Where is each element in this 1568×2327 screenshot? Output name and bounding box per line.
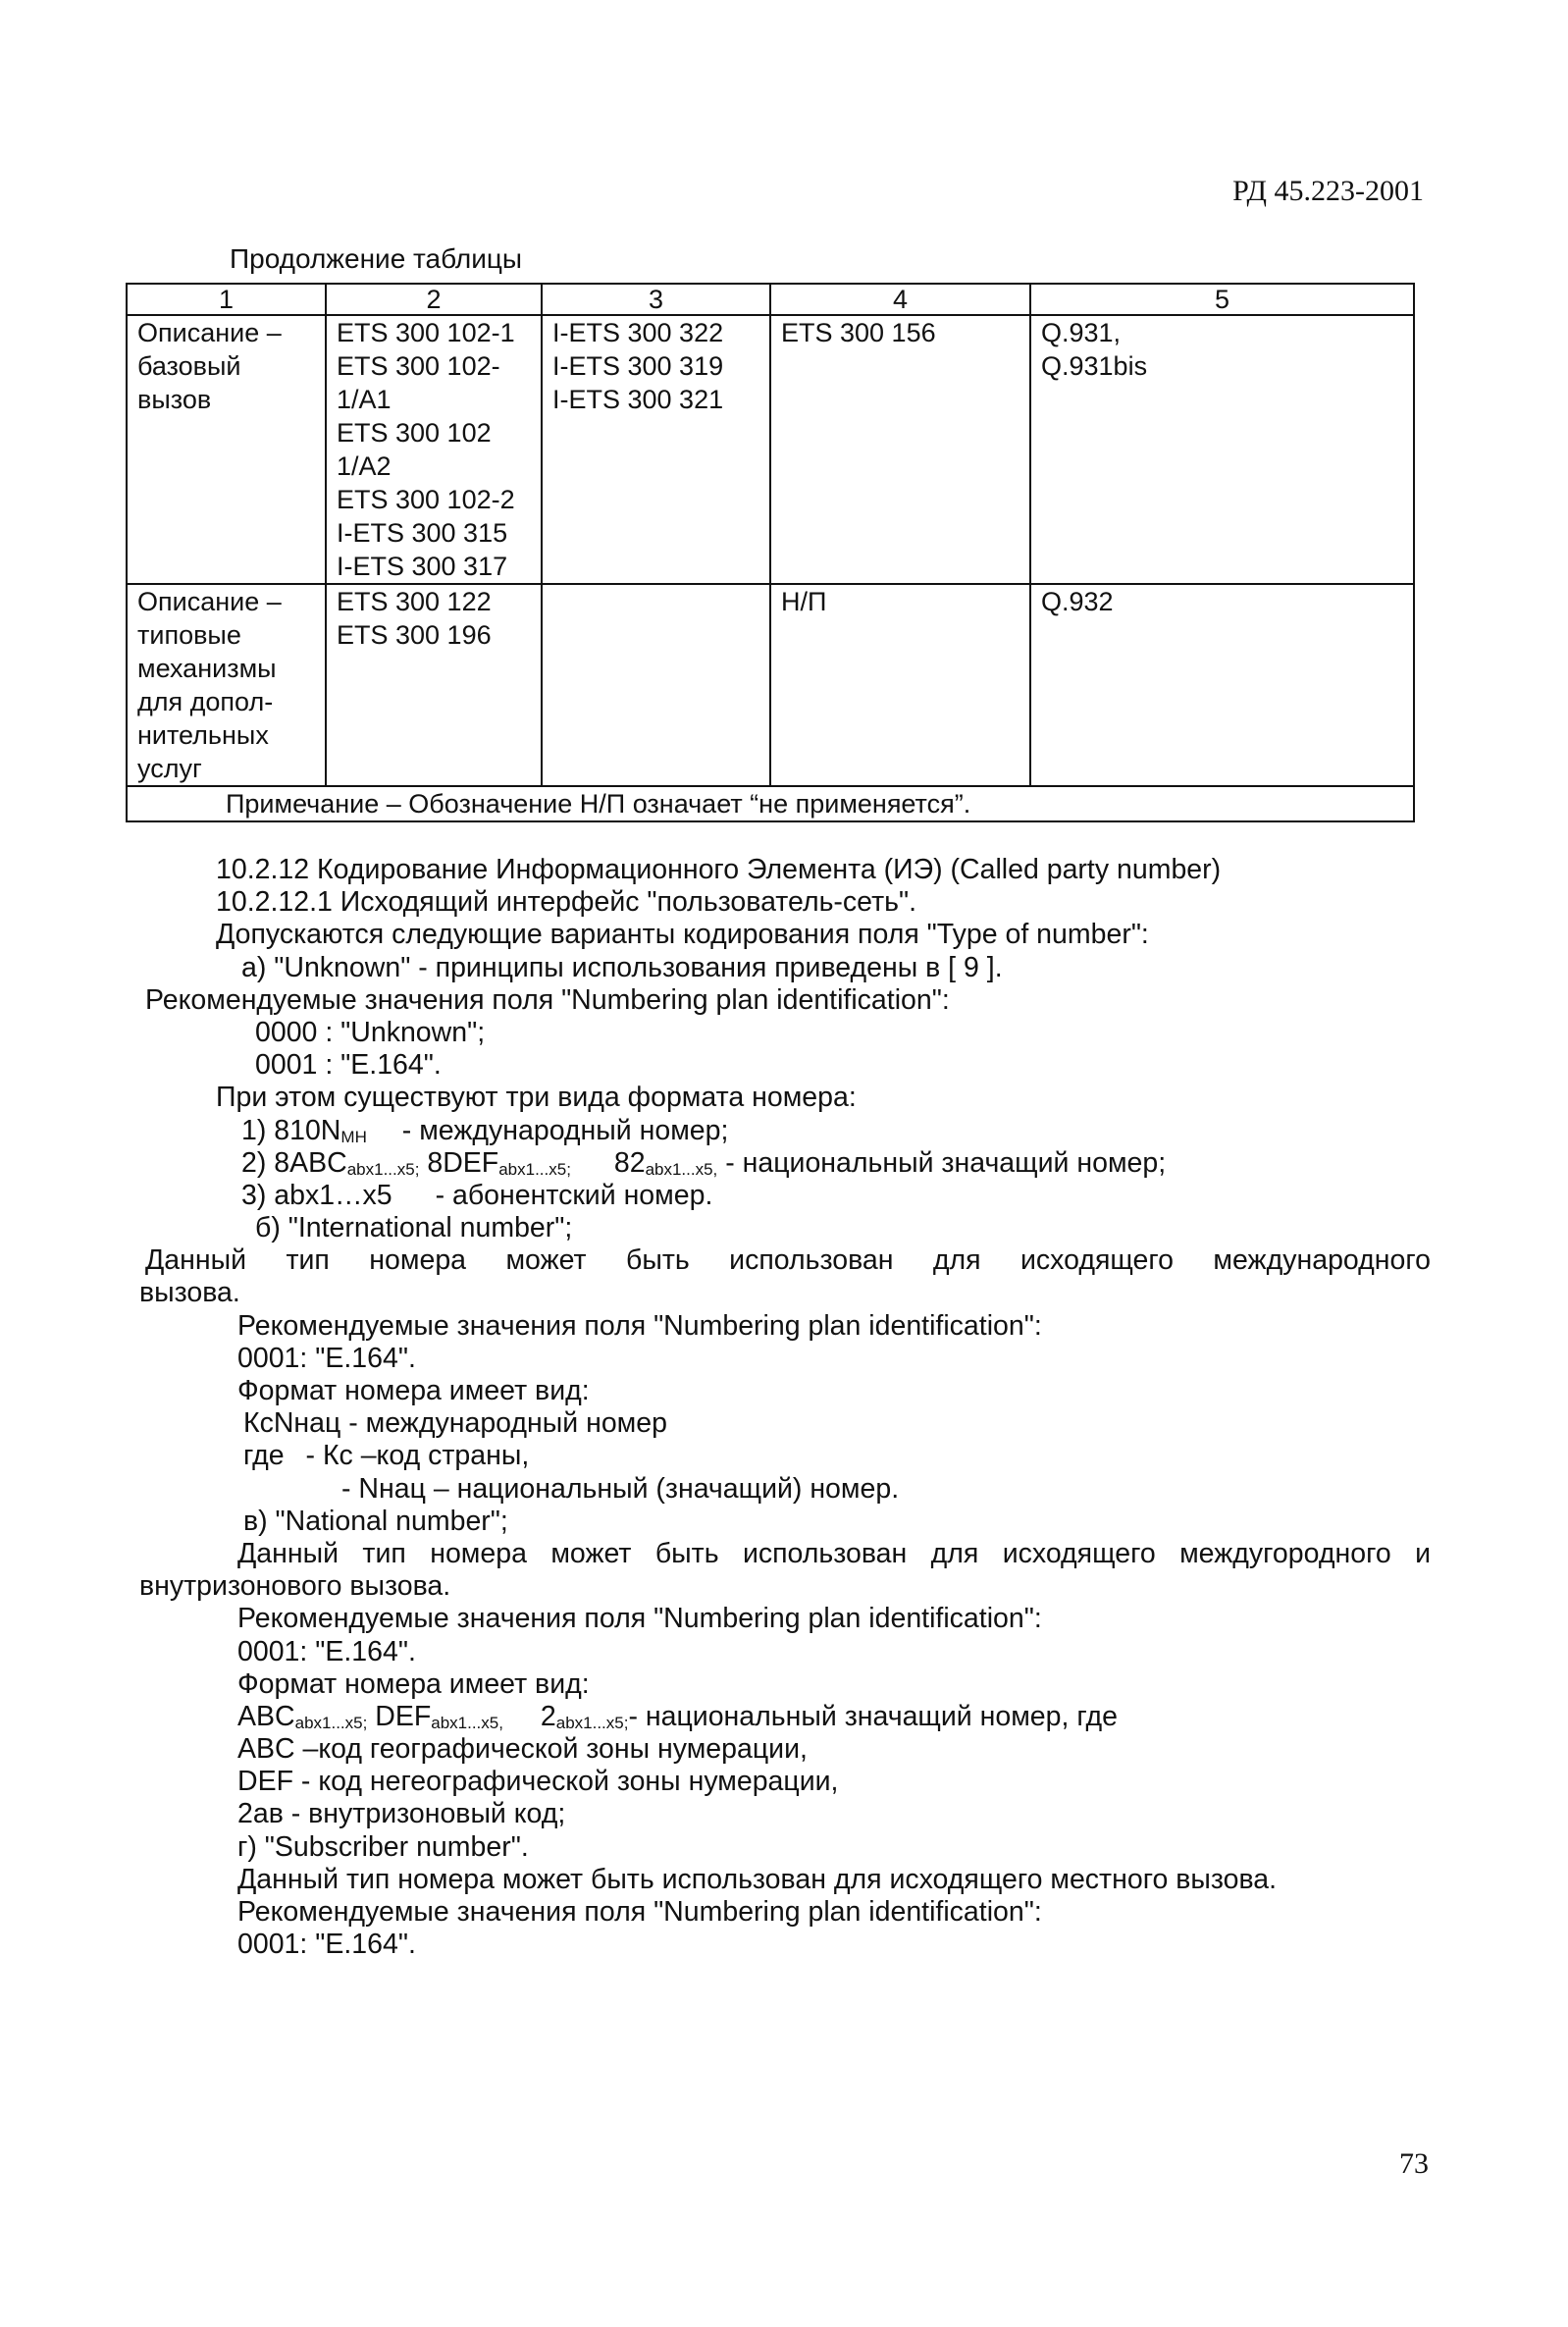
- cell-line: Описание –: [137, 587, 282, 616]
- table-cell: [770, 584, 1030, 786]
- list-item-text: 3) abx1…x5: [241, 1179, 392, 1211]
- paragraph-line: [145, 1701, 1431, 1733]
- paragraph-text: DEF: [375, 1700, 432, 1732]
- paragraph-line: Допускаются следующие варианты кодирования поля "Type of number":: [216, 919, 1149, 951]
- list-item-text: - международный номер;: [401, 1114, 729, 1146]
- cell-line: базовый: [137, 351, 241, 381]
- paragraph-line: Рекомендуемые значения поля "Numbering plan identification":: [237, 1309, 1042, 1342]
- table-cell: [542, 584, 770, 786]
- cell-line: Н/П: [781, 587, 827, 616]
- cell-line: услуг: [137, 754, 202, 783]
- paragraph-line: внутризонового вызова.: [139, 1570, 451, 1603]
- subscript: abx1...x5;: [498, 1159, 571, 1179]
- subscript: МН: [340, 1127, 367, 1146]
- cell-line: Q.932: [1041, 587, 1114, 616]
- code-line: 0000 : "Unknown";: [255, 1016, 486, 1048]
- paragraph-text: 2: [540, 1700, 556, 1732]
- paragraph-line: Данный тип номера может быть использован для исходящего междугородного и: [237, 1537, 1431, 1569]
- list-item-text: - национальный значащий номер;: [725, 1146, 1167, 1179]
- paragraph-line: Рекомендуемые значения поля "Numbering plan identification":: [237, 1896, 1042, 1928]
- paragraph-text: ABC: [237, 1700, 295, 1732]
- paragraph-text: - Кс –код страны,: [305, 1440, 530, 1472]
- cell-line: вызов: [137, 385, 212, 414]
- cell-line: I-ETS 300 317: [337, 552, 508, 581]
- list-item: в) "National number";: [243, 1505, 508, 1537]
- cell-line: I-ETS 300 321: [552, 385, 724, 414]
- subscript: abx1...x5;: [346, 1159, 420, 1179]
- code-line: 0001: "E.164".: [237, 1342, 416, 1374]
- list-item: б) "International number";: [255, 1212, 573, 1244]
- table-cell: [770, 315, 1030, 584]
- paragraph-line: - Nнац – национальный (значащий) номер.: [341, 1472, 900, 1505]
- paragraph-text: - национальный значащий номер, где: [628, 1700, 1118, 1732]
- paragraph-line: Формат номера имеет вид:: [237, 1375, 590, 1406]
- paragraph-line: КсNнац - международный номер: [243, 1407, 667, 1440]
- cell-line: ETS 300 122: [337, 587, 492, 616]
- cell-line: I-ETS 300 322: [552, 318, 724, 347]
- paragraph-line: При этом существуют три вида формата номера:: [216, 1082, 857, 1114]
- list-item: [145, 1180, 1431, 1212]
- body-text: [139, 854, 1431, 1961]
- paragraph-text: где: [243, 1440, 285, 1472]
- cell-line: ETS 300 102-1: [337, 318, 515, 347]
- cell-line: ETS 300 102: [337, 418, 492, 448]
- list-item: г) "Subscriber number".: [237, 1830, 529, 1863]
- table-cell: [1030, 584, 1414, 786]
- subscript: abx1...x5;: [294, 1713, 368, 1732]
- paragraph-line: Данный тип номера может быть использован для исходящего местного вызова.: [237, 1863, 1278, 1895]
- table-header-row: [127, 284, 1414, 315]
- table-cell: [542, 315, 770, 584]
- table-note: Примечание – Обозначение Н/П означает “не применяется”.: [127, 786, 1414, 821]
- table-row: [127, 315, 1414, 584]
- cell-line: нительных: [137, 720, 269, 750]
- table-caption: Продолжение таблицы: [230, 243, 523, 274]
- cell-line: ETS 300 156: [781, 318, 936, 347]
- paragraph-line: а) "Unknown" - принципы использования приведены в [ 9 ].: [241, 951, 1003, 983]
- table-cell: [1030, 315, 1414, 584]
- cell-line: типовые: [137, 620, 241, 650]
- list-item-text: - абонентский номер.: [435, 1179, 713, 1211]
- paragraph-line: [145, 1440, 1431, 1472]
- subscript: abx1...x5,: [645, 1159, 718, 1179]
- list-item-text: 2) 8ABC: [241, 1146, 347, 1179]
- cell-line: для допол-: [137, 687, 274, 716]
- paragraph-line: Данный тип номера может быть использован для исходящего международного: [145, 1244, 1431, 1277]
- cell-line: 1/A1: [337, 385, 392, 414]
- list-item: [145, 1147, 1431, 1180]
- column-header: 5: [1030, 284, 1414, 315]
- cell-line: ETS 300 196: [337, 620, 492, 650]
- paragraph-line: ABC –код географической зоны нумерации,: [237, 1733, 808, 1766]
- cell-line: Q.931bis: [1041, 351, 1148, 381]
- section-heading: 10.2.12 Кодирование Информационного Элемента (ИЭ) (Called party number): [216, 854, 1222, 885]
- paragraph-line: DEF - код негеографической зоны нумерации,: [237, 1766, 839, 1798]
- table-cell: [127, 584, 326, 786]
- column-header: 2: [326, 284, 542, 315]
- cell-line: механизмы: [137, 654, 277, 683]
- column-header: 3: [542, 284, 770, 315]
- subscript: abx1...x5;: [555, 1713, 629, 1732]
- cell-line: I-ETS 300 315: [337, 518, 508, 548]
- code-line: 0001: "E.164".: [237, 1635, 416, 1667]
- cell-line: Описание –: [137, 318, 282, 347]
- document-id: РД 45.223-2001: [1232, 175, 1424, 207]
- column-header: 4: [770, 284, 1030, 315]
- table-cell: [326, 315, 542, 584]
- paragraph-line: Формат номера имеет вид:: [237, 1667, 590, 1700]
- paragraph-line: вызова.: [139, 1277, 240, 1309]
- cell-line: I-ETS 300 319: [552, 351, 724, 381]
- list-item-text: 82: [613, 1146, 646, 1179]
- subsection-heading: 10.2.12.1 Исходящий интерфейс "пользователь-сеть".: [216, 886, 917, 919]
- cell-line: 1/A2: [337, 451, 392, 481]
- subscript: abx1...x5,: [431, 1713, 503, 1732]
- cell-line: ETS 300 102-2: [337, 485, 515, 514]
- table-cell: [127, 315, 326, 584]
- table-note-row: [127, 786, 1414, 821]
- standards-table: [126, 283, 1413, 822]
- code-line: 0001 : "E.164".: [255, 1049, 442, 1082]
- list-item: [145, 1115, 1431, 1147]
- code-line: 0001: "E.164".: [237, 1929, 416, 1961]
- page-number: 73: [1399, 2147, 1429, 2180]
- paragraph-line: Рекомендуемые значения поля "Numbering plan identification":: [145, 983, 950, 1016]
- cell-line: ETS 300 102-: [337, 351, 500, 381]
- list-item-text: 1) 810N: [241, 1114, 341, 1146]
- list-item-text: 8DEF: [427, 1146, 499, 1179]
- column-header: 1: [127, 284, 326, 315]
- table-row: [127, 584, 1414, 786]
- table-cell: [326, 584, 542, 786]
- paragraph-line: 2ав - внутризоновый код;: [237, 1798, 566, 1830]
- cell-line: Q.931,: [1041, 318, 1122, 347]
- paragraph-line: Рекомендуемые значения поля "Numbering plan identification":: [237, 1603, 1042, 1635]
